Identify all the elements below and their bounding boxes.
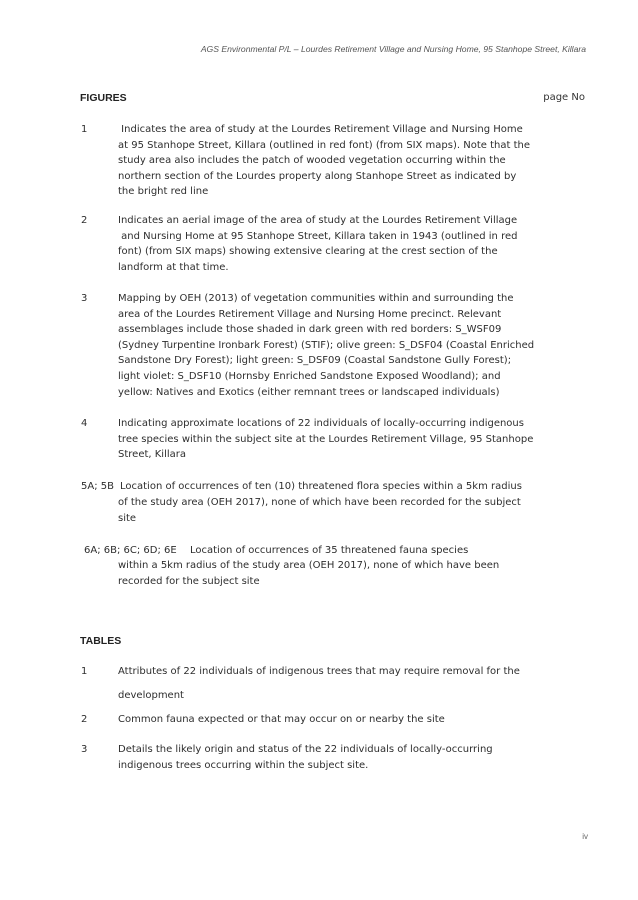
figure-description-first-line: Location of occurrences of 35 threatened fauna species [190,545,469,556]
figure-description: of the study area (OEH 2017), none of which have been recorded for the subject site [118,497,521,524]
figure-number: 6A; 6B; 6C; 6D; 6E [84,545,177,556]
page-no-label: page No [543,92,585,103]
table-description: Common fauna expected or that may occur on or nearby the site [118,714,445,725]
table-description-line-1: Attributes of 22 individuals of indigenous trees that may require removal for the [118,666,520,677]
running-header: AGS Environmental P/L – Lourdes Retirement Village and Nursing Home, 95 Stanhope Street, Killara [200,44,586,54]
figure-number: 1 [81,124,88,135]
table-number: 2 [81,714,88,725]
table-number: 1 [81,666,88,677]
table-description-line-2: development [118,690,184,701]
figure-description: Indicates the area of study at the Lourdes Retirement Village and Nursing Home at 95 Stanhope Street, Killara (outlined in red font) (from SIX maps). Note that the study area also includes the patch of wooded vegetation occurring within the northern section of the Lourdes property along Stanhope Street as indicated by the bright red line [118,124,530,198]
page-footer-number: iv [582,832,588,841]
figure-description: Mapping by OEH (2013) of vegetation communities within and surrounding the area of the Lourdes Retirement Village and Nursing Home precinct. Relevant assemblages include those shaded in dark green with red borders: S_WSF09 (Sydney Turpentine Ironbark Forest) (STIF); olive green: S_DSF04 (Coastal Enriched Sandstone Dry Forest); light green: S_DSF09 (Coastal Sandstone Gully Forest); light violet: S_DSF10 (Hornsby Enriched Sandstone Exposed Woodland); and yellow: Natives and Exotics (either remnant trees or landscaped individuals) [118,293,535,398]
figures-heading: FIGURES [80,92,127,104]
table-number: 3 [81,744,88,755]
figure-description: within a 5km radius of the study area (OEH 2017), none of which have been recorded for the subject site [118,560,500,587]
figure-number: 4 [81,418,88,429]
figure-description: Indicating approximate locations of 22 individuals of locally-occurring indigenous tree species within the subject site at the Lourdes Retirement Village, 95 Stanhope Street, Killara [118,418,534,461]
table-description: Details the likely origin and status of the 22 individuals of locally-occurring indigenous trees occurring within the subject site. [118,744,493,771]
figure-number: 5A; 5B [81,481,114,492]
tables-heading: TABLES [80,635,122,647]
figure-description: Indicates an aerial image of the area of study at the Lourdes Retirement Village and Nursing Home at 95 Stanhope Street, Killara taken in 1943 (outlined in red font) (from SIX maps) showing extensive clearing at the crest section of the landform at that time. [118,215,518,273]
figure-number: 3 [81,293,88,304]
figure-description-first-line: Location of occurrences of ten (10) threatened flora species within a 5km radius [120,481,522,492]
figure-number: 2 [81,215,88,226]
